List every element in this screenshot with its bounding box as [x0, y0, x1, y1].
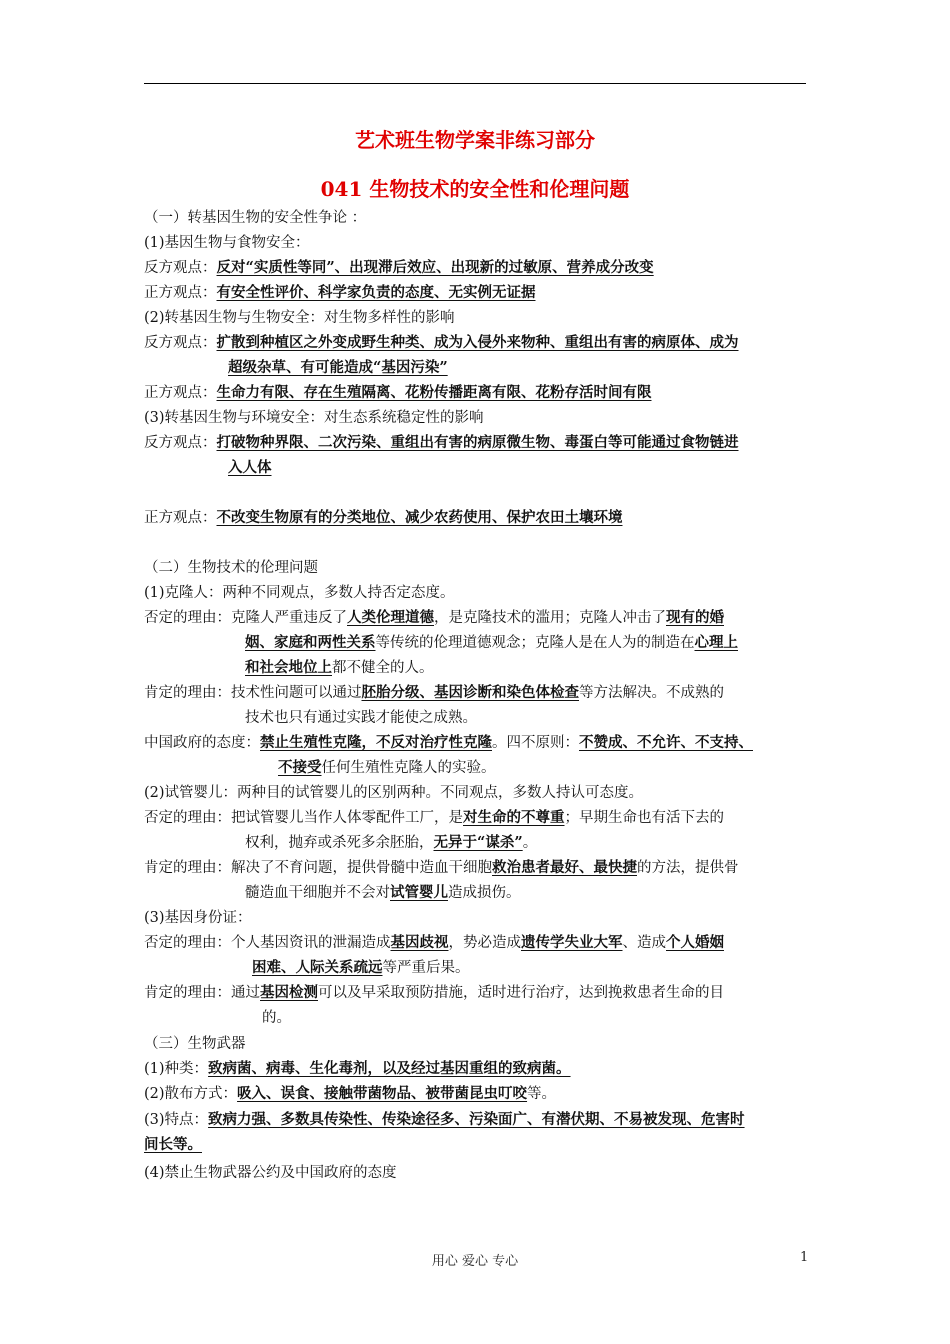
label: 正方观点： — [144, 510, 217, 526]
text: ；早期生命也有活下去的 — [564, 810, 724, 826]
key-term: 间长等。 — [144, 1136, 202, 1153]
text: 等方法解决。不成熟的 — [579, 685, 724, 701]
key-term: 不接受 — [278, 759, 322, 776]
con-text: 反对“实质性等同”、出现滞后效应、出现新的过敏原、营养成分改变 — [216, 259, 654, 276]
s2-c1-heading: (1)克隆人：两种不同观点，多数人持否定态度。 — [144, 585, 455, 601]
s1-p3-pro — [144, 508, 623, 528]
s2-c2-positive — [144, 858, 739, 878]
key-term: 救治患者最好、最快捷 — [492, 859, 637, 876]
s2-c2-positive-cont — [245, 883, 521, 903]
s1-p3-heading: (3)转基因生物与环境安全：对生态系统稳定性的影响 — [144, 410, 484, 426]
text: 等严重后果。 — [382, 960, 470, 976]
text: 可以及早采取预防措施，适时进行治疗，达到挽救患者生命的目 — [318, 985, 724, 1001]
text: 。 — [522, 835, 538, 851]
key-term: 现有的婚 — [666, 609, 724, 626]
section-3-heading: （三）生物武器 — [144, 1036, 246, 1052]
label: 肯定的理由： — [144, 685, 231, 701]
text: 把试管婴儿当作人体零配件工厂，是 — [231, 810, 463, 826]
text: 技术性问题可以通过 — [231, 685, 362, 701]
page-number: 1 — [800, 1250, 809, 1265]
s3-item-3 — [144, 1110, 745, 1130]
s2-c1-negative-cont-1 — [245, 633, 738, 653]
s2-c1-positive-cont: 技术也只有通过实践才能使之成熟。 — [245, 710, 477, 726]
key-term: 试管婴儿 — [390, 884, 448, 901]
header-rule — [144, 83, 806, 84]
text: 造成损伤。 — [448, 885, 521, 901]
text: 等。 — [527, 1086, 557, 1102]
text: 、造成 — [622, 935, 666, 951]
label: 反方观点： — [144, 335, 217, 351]
label: 正方观点： — [144, 285, 217, 301]
text: 髓造血干细胞并不会对 — [245, 885, 390, 901]
key-term: 困难、人际关系疏远 — [252, 959, 383, 976]
s3-item-2 — [144, 1084, 556, 1104]
pro-text: 生命力有限、存在生殖隔离、花粉传播距离有限、花粉存活时间有限 — [216, 384, 652, 401]
s2-c1-negative — [144, 608, 724, 628]
key-term: 致病菌、病毒、生化毒剂，以及经过基因重组的致病菌。 — [208, 1060, 571, 1077]
s2-c3-negative — [144, 933, 724, 953]
document-title: 艺术班生物学案非练习部分 — [355, 128, 595, 152]
key-term: 基因歧视 — [390, 934, 449, 951]
label: 反方观点： — [144, 435, 217, 451]
text: ，是克隆技术的滥用；克隆人冲击了 — [434, 610, 666, 626]
key-term: 遗传学失业大军 — [521, 934, 623, 951]
key-term: 对生命的不尊重 — [463, 809, 565, 826]
label: 否定的理由： — [144, 935, 231, 951]
s2-c3-positive-cont: 的。 — [262, 1010, 291, 1026]
text: 权利，抛弃或杀死多余胚胎， — [245, 835, 434, 851]
label: 中国政府的态度： — [144, 735, 260, 751]
text: 克隆人严重违反了 — [231, 610, 347, 626]
key-term: 姻、家庭和两性关系 — [245, 634, 376, 651]
key-term: 无异于“谋杀” — [433, 834, 523, 851]
s1-p3-con — [144, 433, 739, 453]
s1-p1-pro — [144, 283, 536, 303]
label: (2)散布方式： — [144, 1086, 238, 1102]
text: 等传统的伦理道德观念；克隆人是在人为的制造在 — [375, 635, 695, 651]
section-2-heading: （二）生物技术的伦理问题 — [144, 560, 318, 576]
con-text: 扩散到种植区之外变成野生种类、成为入侵外来物种、重组出有害的病原体、成为 — [216, 334, 739, 351]
con-text: 超级杂草、有可能造成“基因污染” — [228, 359, 448, 376]
key-term: 心理上 — [694, 634, 738, 651]
s3-item-1 — [144, 1059, 571, 1079]
key-term: 人类伦理道德 — [347, 609, 434, 626]
s1-p1-heading: (1)基因生物与食物安全： — [144, 235, 310, 251]
s1-p2-con — [144, 333, 739, 353]
lesson-title: 041 生物技术的安全性和伦理问题 — [320, 177, 630, 201]
label: 否定的理由： — [144, 610, 231, 626]
text: ，势必造成 — [448, 935, 521, 951]
key-term: 个人婚姻 — [666, 934, 724, 951]
text: 。四不原则： — [492, 735, 579, 751]
s2-c3-negative-cont — [252, 958, 470, 978]
pro-text: 不改变生物原有的分类地位、减少农药使用、保护农田土壤环境 — [216, 509, 623, 526]
label: (3)特点： — [144, 1112, 209, 1128]
s1-p2-heading: (2)转基因生物与生物安全：对生物多样性的影响 — [144, 310, 455, 326]
text: 通过 — [231, 985, 260, 1001]
label: 反方观点： — [144, 260, 217, 276]
text: 的方法，提供骨 — [637, 860, 739, 876]
key-term: 和社会地位上 — [245, 659, 332, 676]
key-term: 胚胎分级、基因诊断和染色体检查 — [361, 684, 579, 701]
s2-c3-heading: (3)基因身份证： — [144, 910, 252, 926]
key-term: 吸入、误食、接触带菌物品、被带菌昆虫叮咬 — [237, 1085, 528, 1102]
con-text: 打破物种界限、二次污染、重组出有害的病原微生物、毒蛋白等可能通过食物链进 — [216, 434, 739, 451]
s2-c1-government — [144, 733, 753, 753]
s2-c1-positive — [144, 683, 724, 703]
key-term: 基因检测 — [260, 984, 318, 1001]
key-term: 致病力强、多数具传染性、传染途径多、污染面广、有潜伏期、不易被发现、危害时 — [208, 1111, 745, 1128]
label: (1)种类： — [144, 1061, 209, 1077]
s3-item-3-cont — [144, 1135, 202, 1155]
label: 否定的理由： — [144, 810, 231, 826]
s1-p1-con — [144, 258, 654, 278]
page-footer: 用心 爱心 专心 — [431, 1254, 519, 1269]
s1-p2-pro — [144, 383, 652, 403]
s2-c1-negative-cont-2 — [245, 658, 434, 678]
con-text: 入人体 — [228, 459, 272, 476]
label: 肯定的理由： — [144, 860, 231, 876]
pro-text: 有安全性评价、科学家负责的态度、无实例无证据 — [216, 284, 536, 301]
key-term: 禁止生殖性克隆，不反对治疗性克隆 — [260, 734, 492, 751]
text: 都不健全的人。 — [332, 660, 434, 676]
s2-c1-government-cont — [278, 758, 496, 778]
text: 任何生殖性克隆人的实验。 — [321, 760, 496, 776]
s1-p3-con-cont — [228, 458, 272, 478]
s2-c2-heading: (2)试管婴儿：两种目的试管婴儿的区别两种。不同观点，多数人持认可态度。 — [144, 785, 644, 801]
s2-c2-negative-cont — [245, 833, 537, 853]
s3-item-4: (4)禁止生物武器公约及中国政府的态度 — [144, 1165, 397, 1181]
label: 正方观点： — [144, 385, 217, 401]
s1-p2-con-cont — [228, 358, 448, 378]
label: 肯定的理由： — [144, 985, 231, 1001]
text: 个人基因资讯的泄漏造成 — [231, 935, 391, 951]
s2-c3-positive — [144, 983, 724, 1003]
text: 解决了不育问题，提供骨髓中造血干细胞 — [231, 860, 492, 876]
section-1-heading: （一）转基因生物的安全性争论 ： — [144, 210, 367, 226]
key-term: 不赞成、不允许、不支持、 — [579, 734, 753, 751]
s2-c2-negative — [144, 808, 724, 828]
